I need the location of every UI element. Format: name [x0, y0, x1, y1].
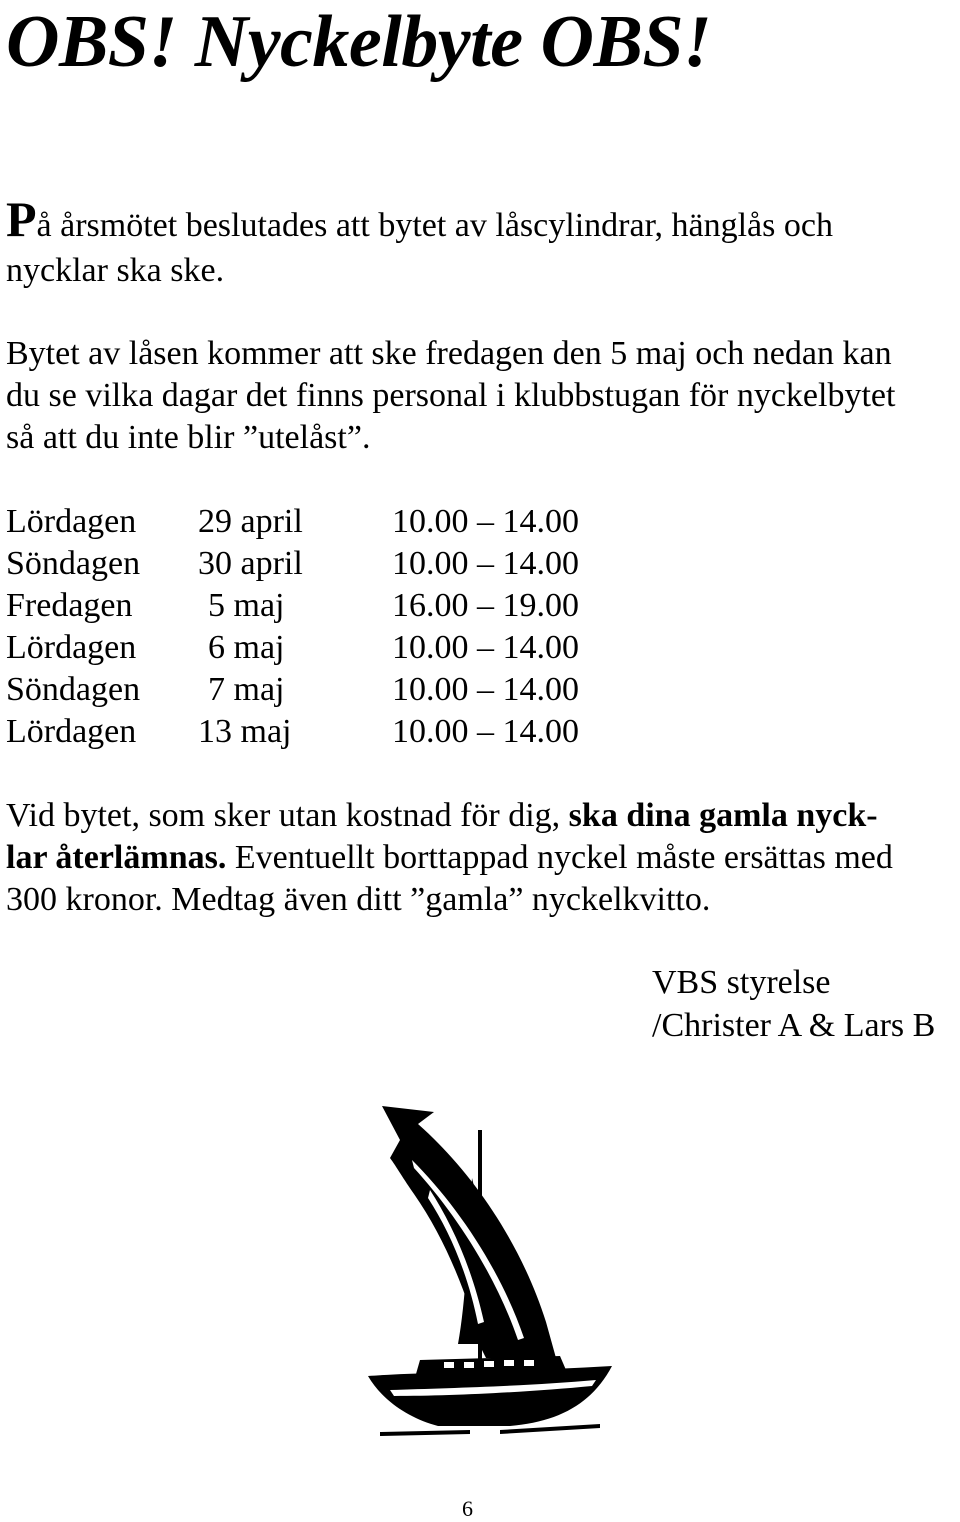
paragraph-2-line-1: Bytet av låsen kommer att ske fredagen den 5 maj och nedan kan: [6, 335, 892, 372]
schedule-time: 10.00 – 14.00: [392, 629, 579, 666]
schedule-date: 5 maj: [208, 587, 285, 624]
notice-line-1: [6, 795, 878, 837]
schedule-row: [6, 669, 706, 711]
schedule-row: [6, 711, 706, 753]
schedule-row: [6, 543, 706, 585]
sailboat-illustration: [360, 1100, 620, 1440]
schedule-day: Lördagen: [6, 629, 137, 666]
paragraph-2-line-3: så att du inte blir ”utelåst”.: [6, 419, 371, 456]
schedule-day: Lördagen: [6, 503, 137, 540]
notice-emphasis: ska dina gamla nyck-: [568, 797, 878, 834]
schedule-day: Söndagen: [6, 671, 141, 708]
schedule-time: 16.00 – 19.00: [392, 587, 579, 624]
intro-line-2: nycklar ska ske.: [6, 252, 225, 289]
schedule-time: 10.00 – 14.00: [392, 503, 579, 540]
schedule-date: 30 april: [198, 545, 303, 582]
schedule-row: [6, 501, 706, 543]
signature-org: VBS styrelse: [652, 964, 831, 1001]
notice-emphasis: lar återlämnas.: [6, 839, 227, 876]
schedule-date: 6 maj: [208, 629, 285, 666]
schedule-time: 10.00 – 14.00: [392, 713, 579, 750]
schedule-date: 13 maj: [198, 713, 292, 750]
sailboat-icon: [360, 1100, 620, 1440]
schedule-time: 10.00 – 14.00: [392, 545, 579, 582]
schedule-day: Söndagen: [6, 545, 141, 582]
notice-line-3: 300 kronor. Medtag även ditt ”gamla” nyckelkvitto.: [6, 881, 711, 918]
schedule-date: 7 maj: [208, 671, 285, 708]
intro-line-1-text: å årsmötet beslutades att bytet av låscylindrar, hänglås och: [36, 207, 833, 244]
drop-cap: P: [6, 191, 37, 247]
schedule-time: 10.00 – 14.00: [392, 671, 579, 708]
notice-text: Eventuellt borttappad nyckel måste ersättas med: [226, 839, 893, 876]
page-number: 6: [462, 1496, 473, 1521]
notice-line-2: [6, 837, 893, 879]
notice-text: Vid bytet, som sker utan kostnad för dig,: [6, 797, 569, 834]
schedule-date: 29 april: [198, 503, 303, 540]
page-title: OBS! Nyckelbyte OBS!: [6, 1, 712, 83]
schedule-row: [6, 585, 706, 627]
schedule-day: Lördagen: [6, 713, 137, 750]
signature-names: /Christer A & Lars B: [652, 1007, 936, 1044]
intro-line-1: [6, 191, 833, 247]
paragraph-2-line-2: du se vilka dagar det finns personal i klubbstugan för nyckelbytet: [6, 377, 896, 414]
schedule-row: [6, 627, 706, 669]
schedule-day: Fredagen: [6, 587, 133, 624]
